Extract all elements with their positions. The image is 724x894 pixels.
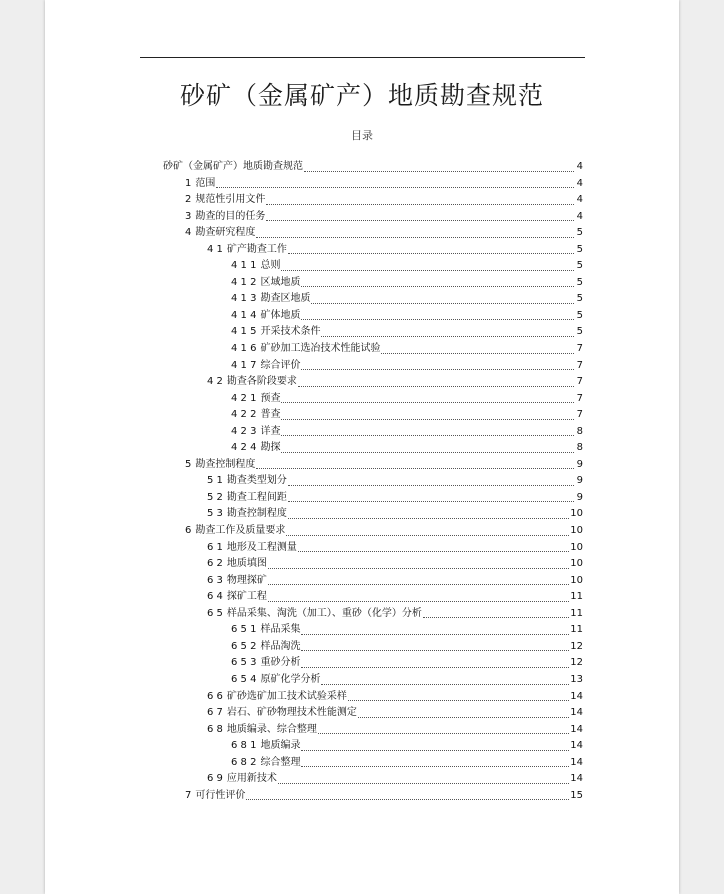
toc-entry[interactable]	[163, 176, 583, 193]
toc-entry-title: 勘查各阶段要求	[226, 376, 297, 388]
toc-entry-page: 5	[576, 309, 583, 321]
header-rule	[140, 57, 585, 58]
toc-entry-number: 6 5	[207, 607, 223, 619]
toc-entry-page: 15	[570, 789, 583, 801]
toc-entry-title: 样品淘洗	[260, 640, 301, 652]
toc-leader-dots	[301, 749, 569, 751]
toc-entry-title: 地形及工程测量	[226, 541, 297, 553]
toc-leader-dots	[266, 203, 574, 205]
toc-entry-title: 可行性评价	[195, 789, 246, 801]
toc-entry-page: 7	[576, 343, 583, 355]
toc-entry-title: 岩石、矿砂物理技术性能测定	[226, 707, 357, 719]
toc-entry-title: 区域地质	[260, 276, 301, 288]
toc-entry-title: 规范性引用文件	[195, 194, 266, 206]
toc-entry-page: 8	[576, 425, 583, 437]
toc-entry-number: 6 6	[207, 690, 223, 702]
toc-entry[interactable]	[163, 622, 583, 639]
toc-leader-dots	[318, 732, 569, 734]
toc-leader-dots	[304, 170, 574, 172]
toc-entry-title: 勘查研究程度	[195, 227, 256, 239]
toc-entry[interactable]	[163, 738, 583, 755]
toc-entry-page: 14	[570, 773, 583, 785]
toc-entry-title: 勘查工程间距	[226, 491, 287, 503]
toc-entry-title: 矿产勘查工作	[226, 243, 287, 255]
toc-entry-title: 原矿化学分析	[260, 673, 321, 685]
toc-leader-dots	[321, 335, 574, 337]
toc-entry-page: 12	[570, 657, 583, 669]
toc-entry-number: 6 8	[207, 723, 223, 735]
toc-entry-page: 14	[570, 690, 583, 702]
toc-entry[interactable]	[163, 374, 583, 391]
toc-entry[interactable]	[163, 573, 583, 590]
toc-entry-title: 综合评价	[260, 359, 301, 371]
toc-entry-page: 9	[576, 475, 583, 487]
toc-entry-page: 9	[576, 458, 583, 470]
toc-entry-number: 4 2 3	[231, 425, 257, 437]
toc-leader-dots	[358, 716, 569, 718]
toc-entry-page: 14	[570, 723, 583, 735]
toc-entry-page: 9	[576, 491, 583, 503]
toc-leader-dots	[298, 550, 569, 552]
toc-entry[interactable]	[163, 490, 583, 507]
toc-leader-dots	[288, 252, 574, 254]
toc-entry-page: 10	[570, 541, 583, 553]
toc-entry-page: 10	[570, 508, 583, 520]
toc-entry[interactable]	[163, 540, 583, 557]
toc-leader-dots	[268, 600, 569, 602]
toc-entry-number: 4 2 2	[231, 409, 257, 421]
toc-entry-number: 6 1	[207, 541, 223, 553]
toc-leader-dots	[301, 765, 569, 767]
toc-entry[interactable]	[163, 275, 583, 292]
toc-leader-dots	[348, 699, 569, 701]
toc-entry-number: 4 1 7	[231, 359, 257, 371]
toc-entry[interactable]	[163, 722, 583, 739]
toc-entry-number: 4 1 2	[231, 276, 257, 288]
toc-entry-number: 2	[185, 194, 192, 206]
toc-entry-page: 7	[576, 376, 583, 388]
toc-leader-dots	[381, 352, 574, 354]
toc-leader-dots	[281, 418, 574, 420]
toc-entry-title: 砂矿（金属矿产）地质勘查规范	[163, 161, 303, 172]
toc-entry-page: 7	[576, 392, 583, 404]
toc-entry-page: 14	[570, 756, 583, 768]
toc-entry-title: 勘查类型划分	[226, 475, 287, 487]
toc-entry-page: 5	[576, 227, 583, 239]
toc-entry-title: 详查	[260, 425, 281, 437]
toc-leader-dots	[268, 567, 569, 569]
toc-entry-page: 10	[570, 558, 583, 570]
toc-entry[interactable]	[163, 391, 583, 408]
toc-leader-dots	[301, 633, 569, 635]
toc-entry[interactable]	[163, 556, 583, 573]
toc-entry-page: 14	[570, 740, 583, 752]
toc-entry-page: 10	[570, 525, 583, 537]
toc-entry-page: 13	[570, 673, 583, 685]
toc-entry-number: 6	[185, 525, 192, 537]
toc-entry-title: 勘查工作及质量要求	[195, 525, 286, 537]
toc-entry-page: 4	[576, 177, 583, 189]
toc-entry[interactable]	[163, 457, 583, 474]
toc-leader-dots	[288, 484, 574, 486]
toc-leader-dots	[301, 318, 574, 320]
toc-entry-title: 物理探矿	[226, 574, 267, 586]
toc-entry-number: 4 1 1	[231, 260, 257, 272]
toc-entry-title: 范围	[195, 177, 216, 189]
toc-entry[interactable]	[163, 523, 583, 540]
toc-entry-number: 6 5 4	[231, 673, 257, 685]
toc-entry-number: 6 8 1	[231, 740, 257, 752]
toc-entry[interactable]	[163, 424, 583, 441]
toc-entry-number: 6 7	[207, 707, 223, 719]
toc-leader-dots	[268, 583, 569, 585]
toc-entry-page: 4	[576, 210, 583, 222]
toc-entry[interactable]	[163, 341, 583, 358]
toc-entry-page: 5	[576, 293, 583, 305]
toc-entry[interactable]	[163, 209, 583, 226]
toc-entry-title: 矿砂加工选冶技术性能试验	[260, 343, 381, 355]
toc-entry-number: 6 5 1	[231, 624, 257, 636]
toc-entry-number: 7	[185, 789, 192, 801]
toc-entry[interactable]	[163, 788, 583, 805]
toc-entry-number: 5 1	[207, 475, 223, 487]
toc-leader-dots	[216, 186, 574, 188]
toc-leader-dots	[321, 683, 569, 685]
toc-entry[interactable]	[163, 689, 583, 706]
toc-entry-title: 矿体地质	[260, 309, 301, 321]
document-title: 砂矿（金属矿产）地质勘查规范	[179, 81, 544, 110]
toc-leader-dots	[301, 666, 569, 668]
toc-entry-title: 重砂分析	[260, 657, 301, 669]
toc-entry[interactable]	[163, 639, 583, 656]
toc-leader-dots	[423, 616, 569, 618]
toc-entry[interactable]	[163, 159, 583, 176]
toc-entry-number: 4 1 3	[231, 293, 257, 305]
toc-entry-page: 11	[570, 591, 583, 603]
toc-entry-number: 6 4	[207, 591, 223, 603]
toc-entry-number: 5 3	[207, 508, 223, 520]
toc-entry-number: 6 3	[207, 574, 223, 586]
toc-entry-number: 4 1	[207, 243, 223, 255]
toc-leader-dots	[288, 500, 574, 502]
toc-entry[interactable]	[163, 705, 583, 722]
toc-entry-page: 11	[570, 624, 583, 636]
toc-entry[interactable]	[163, 192, 583, 209]
toc-entry-number: 4 2 1	[231, 392, 257, 404]
toc-leader-dots	[281, 434, 574, 436]
toc-entry-page: 4	[576, 194, 583, 206]
toc-entry-title: 开采技术条件	[260, 326, 321, 338]
toc-entry-page: 5	[576, 260, 583, 272]
toc-entry-title: 应用新技术	[226, 773, 277, 785]
toc-leader-dots	[288, 517, 569, 519]
toc-leader-dots	[298, 385, 574, 387]
toc-leader-dots	[301, 649, 569, 651]
toc-entry[interactable]	[163, 473, 583, 490]
toc-entry-number: 4 2 4	[231, 442, 257, 454]
toc-entry-title: 地质编录	[260, 740, 301, 752]
toc-leader-dots	[281, 269, 574, 271]
toc-leader-dots	[278, 782, 569, 784]
toc-entry-page: 14	[570, 707, 583, 719]
toc-leader-dots	[266, 219, 574, 221]
toc-entry-number: 4 1 5	[231, 326, 257, 338]
toc-entry[interactable]	[163, 242, 583, 259]
toc-entry[interactable]	[163, 324, 583, 341]
toc-entry-title: 矿砂选矿加工技术试验采样	[226, 690, 347, 702]
toc-entry[interactable]	[163, 291, 583, 308]
toc-entry-title: 样品采集、淘洗（加工）、重砂（化学）分析	[226, 607, 422, 619]
toc-entry-title: 综合整理	[260, 756, 301, 768]
toc-entry-page: 4	[576, 161, 583, 172]
toc-entry-number: 4 1 4	[231, 309, 257, 321]
toc-entry-title: 勘查的目的任务	[195, 210, 266, 222]
toc-entry-number: 4	[185, 227, 192, 239]
toc-entry-number: 4 1 6	[231, 343, 257, 355]
toc-entry-number: 6 9	[207, 773, 223, 785]
toc-entry-number: 6 5 3	[231, 657, 257, 669]
toc-leader-dots	[311, 302, 574, 304]
toc-entry[interactable]	[163, 755, 583, 772]
toc-leader-dots	[301, 368, 574, 370]
toc-entry-page: 8	[576, 442, 583, 454]
document-page	[45, 0, 679, 894]
toc-entry-number: 5 2	[207, 491, 223, 503]
toc-leader-dots	[301, 285, 574, 287]
toc-entry-page: 11	[570, 607, 583, 619]
toc-entry-title: 勘查区地质	[260, 293, 311, 305]
toc-leader-dots	[246, 798, 569, 800]
toc-entry-number: 6 2	[207, 558, 223, 570]
toc-entry[interactable]	[163, 506, 583, 523]
toc-entry[interactable]	[163, 225, 583, 242]
toc-entry[interactable]	[163, 407, 583, 424]
toc-entry-page: 12	[570, 640, 583, 652]
toc-entry-title: 预查	[260, 392, 281, 404]
toc-entry-number: 6 8 2	[231, 756, 257, 768]
toc-entry-page: 5	[576, 326, 583, 338]
toc-entry-number: 3	[185, 210, 192, 222]
toc-entry[interactable]	[163, 606, 583, 623]
table-of-contents	[163, 159, 583, 804]
toc-entry[interactable]	[163, 672, 583, 689]
toc-entry[interactable]	[163, 440, 583, 457]
toc-entry[interactable]	[163, 358, 583, 375]
toc-entry-title: 地质编录、综合整理	[226, 723, 317, 735]
toc-entry-title: 样品采集	[260, 624, 301, 636]
toc-entry-page: 5	[576, 243, 583, 255]
toc-entry-title: 探矿工程	[226, 591, 267, 603]
toc-entry-title: 勘查控制程度	[226, 508, 287, 520]
toc-entry[interactable]	[163, 655, 583, 672]
toc-entry[interactable]	[163, 308, 583, 325]
toc-entry-title: 地质填图	[226, 558, 267, 570]
toc-entry-number: 4 2	[207, 376, 223, 388]
toc-entry-page: 5	[576, 276, 583, 288]
toc-leader-dots	[281, 401, 574, 403]
toc-entry[interactable]	[163, 771, 583, 788]
toc-leader-dots	[256, 236, 574, 238]
toc-entry-number: 6 5 2	[231, 640, 257, 652]
toc-entry-page: 7	[576, 409, 583, 421]
toc-entry-title: 勘查控制程度	[195, 458, 256, 470]
toc-entry-page: 10	[570, 574, 583, 586]
toc-entry-number: 1	[185, 177, 192, 189]
toc-leader-dots	[256, 467, 574, 469]
toc-entry-number: 5	[185, 458, 192, 470]
toc-entry[interactable]	[163, 258, 583, 275]
toc-heading: 目录	[351, 129, 373, 142]
toc-leader-dots	[286, 534, 569, 536]
toc-entry-title: 普查	[260, 409, 281, 421]
toc-entry-title: 总则	[260, 260, 281, 272]
toc-leader-dots	[281, 451, 574, 453]
toc-entry-title: 勘探	[260, 442, 281, 454]
toc-entry[interactable]	[163, 589, 583, 606]
toc-entry-page: 7	[576, 359, 583, 371]
